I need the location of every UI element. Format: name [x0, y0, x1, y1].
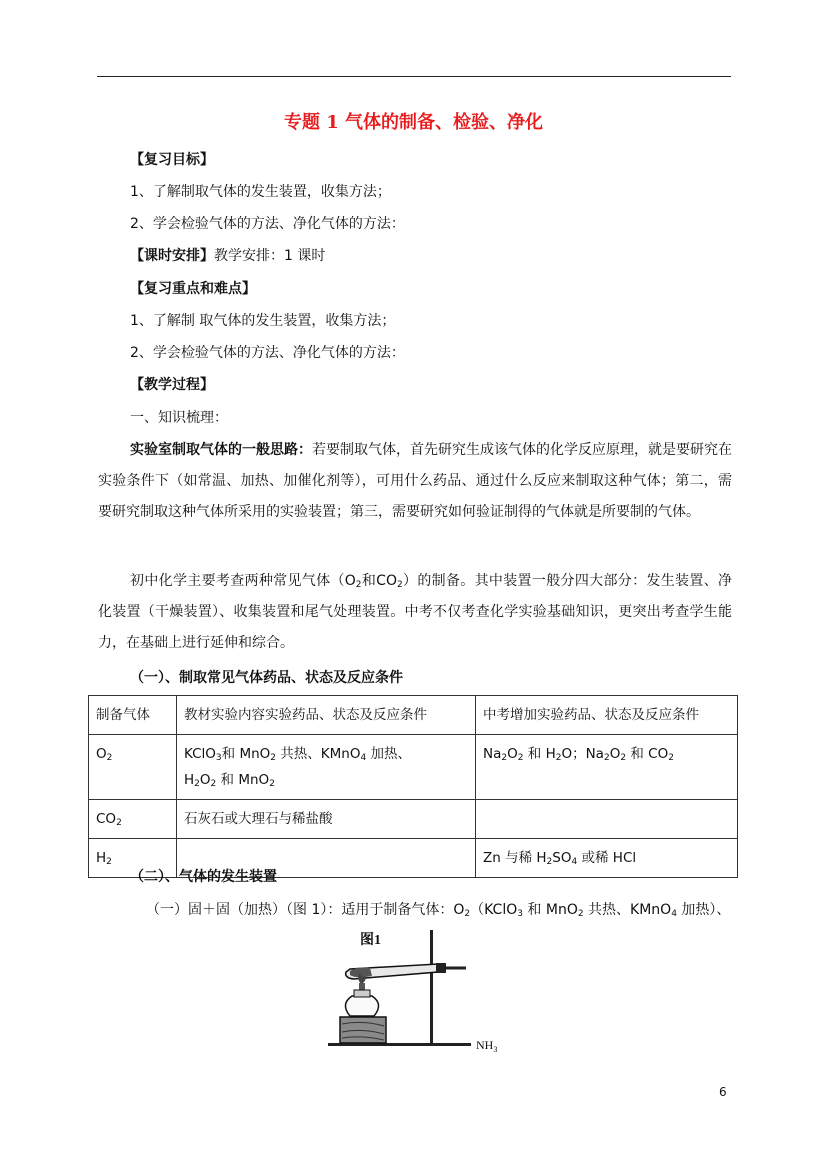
- key-points-item-1: 1、了解制 取气体的发生装置，收集方法；: [130, 313, 396, 329]
- nh3-label: $NH_3$: [476, 1038, 498, 1054]
- goals-item-2: 2、学会检验气体的方法、净化气体的方法：: [130, 216, 405, 232]
- schedule-line: [130, 246, 325, 266]
- table-row: [89, 735, 738, 800]
- header-cell: 中考增加实验药品、状态及反应条件: [476, 696, 738, 735]
- table-row: [89, 800, 738, 839]
- figure-label: 图1: [360, 933, 381, 948]
- process-sub: 一、知识梳理：: [130, 410, 228, 426]
- lamp-neck: [354, 990, 370, 997]
- header-rule: [97, 76, 731, 77]
- header-cell: 制备气体: [89, 696, 177, 735]
- exam-focus-paragraph: 初中化学主要考查两种常见气体（$O_2$和$CO_2$）的制备。其中装置一般分四大部分：发生装置、净化装置（干燥装置）、收集装置和尾气处理装置。中考不仅考查化学实验基础知识，更突出考查学生能力，在基础上进行延伸和综合。: [98, 573, 733, 651]
- apparatus-description: （一）固＋固（加热）（图 1）：适用于制备气体：$O_2(KClO_3$ 和 MnO$_2$ 共热、KMnO$_4$ 加热）、: [146, 902, 731, 919]
- table-header-row: [89, 696, 738, 735]
- general-approach-lead: 实验室制取气体的一般思路：: [130, 442, 312, 458]
- schedule-heading: 【课时安排】: [130, 248, 214, 264]
- goals-item-1: 1、了解制取气体的发生装置，收集方法；: [130, 184, 391, 200]
- figure-1-apparatus: [328, 926, 508, 1054]
- gas-cell: $CO_2$: [89, 800, 177, 839]
- process-heading: 【教学过程】: [130, 377, 214, 393]
- goals-heading: 【复习目标】: [130, 152, 214, 168]
- page-number: 6: [719, 1085, 727, 1099]
- general-approach-paragraph: [98, 435, 732, 528]
- schedule-text: 教学安排：1 课时: [214, 248, 326, 264]
- alcohol-lamp: [345, 996, 378, 1016]
- page-title: 专题 1 气体的制备、检验、净化: [283, 112, 544, 133]
- gas-cell: $H_2$: [89, 839, 177, 878]
- gas-cell: $O_2$: [89, 735, 177, 800]
- key-points-heading: 【复习重点和难点】: [130, 281, 256, 297]
- exam-cell: Zn 与稀 $H_2SO_4$ 或稀 HCl: [476, 839, 738, 878]
- section1-heading: （一）、制取常见气体药品、状态及反应条件: [130, 670, 403, 686]
- stopper: [436, 963, 446, 973]
- textbook-cell: KClO$_3$和 MnO$_2$ 共热、KMnO$_4$ 加热、 $H_2O_2$ 和 MnO$_2$: [177, 735, 476, 800]
- stand-rod: [430, 930, 433, 1044]
- gas-reagents-table: [88, 695, 738, 878]
- header-cell: 教材实验内容实验药品、状态及反应条件: [177, 696, 476, 735]
- exam-cell: [476, 800, 738, 839]
- section2-heading: （二）、气体的发生装置: [130, 869, 277, 885]
- key-points-item-2: 2、学会检验气体的方法、净化气体的方法：: [130, 345, 405, 361]
- general-approach-text: 若要制取气体，首先研究生成该气体的化学反应原理，就是要研究在实验条件下（如常温、加热、加催化剂等），可用什么药品、通过什么反应来制取这种气体；第二，需要研究制取这种气体所采用的实验装置；第三，需要研究如何验证制得的气体就是所要制的气体。: [98, 442, 732, 520]
- textbook-cell: 石灰石或大理石与稀盐酸: [177, 800, 476, 839]
- exam-cell: $Na_2O_2$ 和 $H_2O$；$Na_2O_2$ 和 $CO_2$: [476, 735, 738, 800]
